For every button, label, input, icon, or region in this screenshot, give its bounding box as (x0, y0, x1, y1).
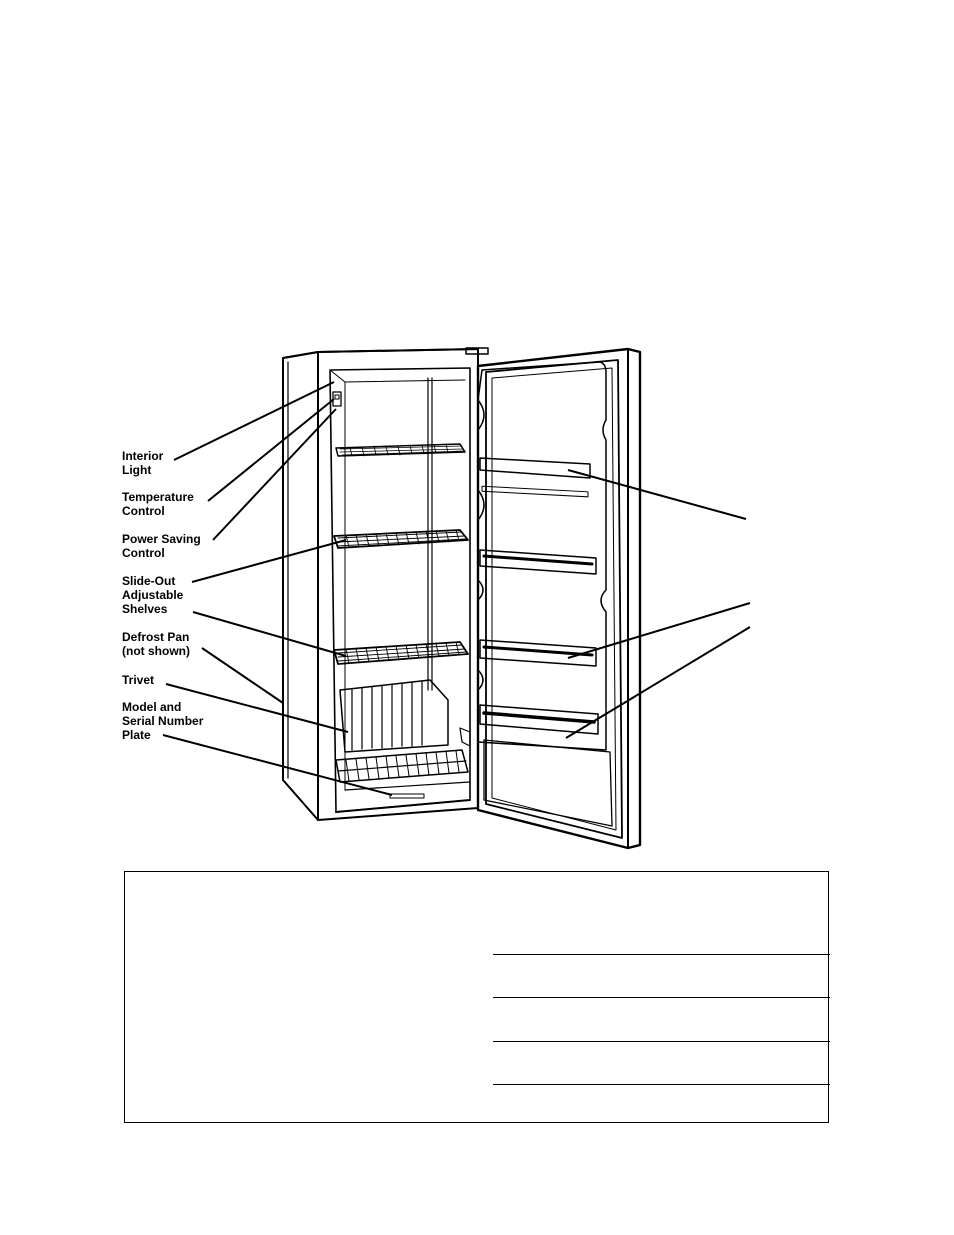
serial-plate (390, 794, 424, 798)
label-temperature-control: Temperature Control (122, 490, 194, 518)
shelf-lower (334, 642, 468, 664)
leader-defrost-pan (202, 648, 283, 703)
leader-door-shelf-1 (568, 470, 746, 519)
leader-door-shelf-4 (566, 627, 750, 738)
leader-shelves-lower (193, 612, 346, 656)
trivet (336, 750, 468, 782)
shelf-middle (334, 530, 468, 548)
record-box (124, 871, 829, 1123)
leader-temperature-control (208, 399, 334, 501)
record-blank-line[interactable] (493, 1041, 830, 1042)
record-blank-line[interactable] (493, 1084, 830, 1085)
shelf-top (336, 444, 465, 456)
label-power-saving-control: Power Saving Control (122, 532, 201, 560)
food-packages (340, 680, 448, 752)
leader-interior-light (174, 382, 334, 460)
label-trivet: Trivet (122, 673, 155, 687)
label-slide-out-shelves: Slide-Out Adjustable Shelves (122, 574, 184, 616)
label-model-serial-plate: Model and Serial Number Plate (122, 700, 204, 742)
record-blank-line[interactable] (493, 997, 830, 998)
freezer-door (460, 349, 640, 848)
leader-door-shelf-3 (568, 603, 750, 658)
label-interior-light: Interior Light (122, 449, 164, 477)
label-defrost-pan: Defrost Pan (not shown) (122, 630, 190, 658)
leader-model-serial-plate (163, 735, 392, 795)
record-blank-line[interactable] (493, 954, 830, 955)
leader-shelves-upper (192, 540, 346, 582)
